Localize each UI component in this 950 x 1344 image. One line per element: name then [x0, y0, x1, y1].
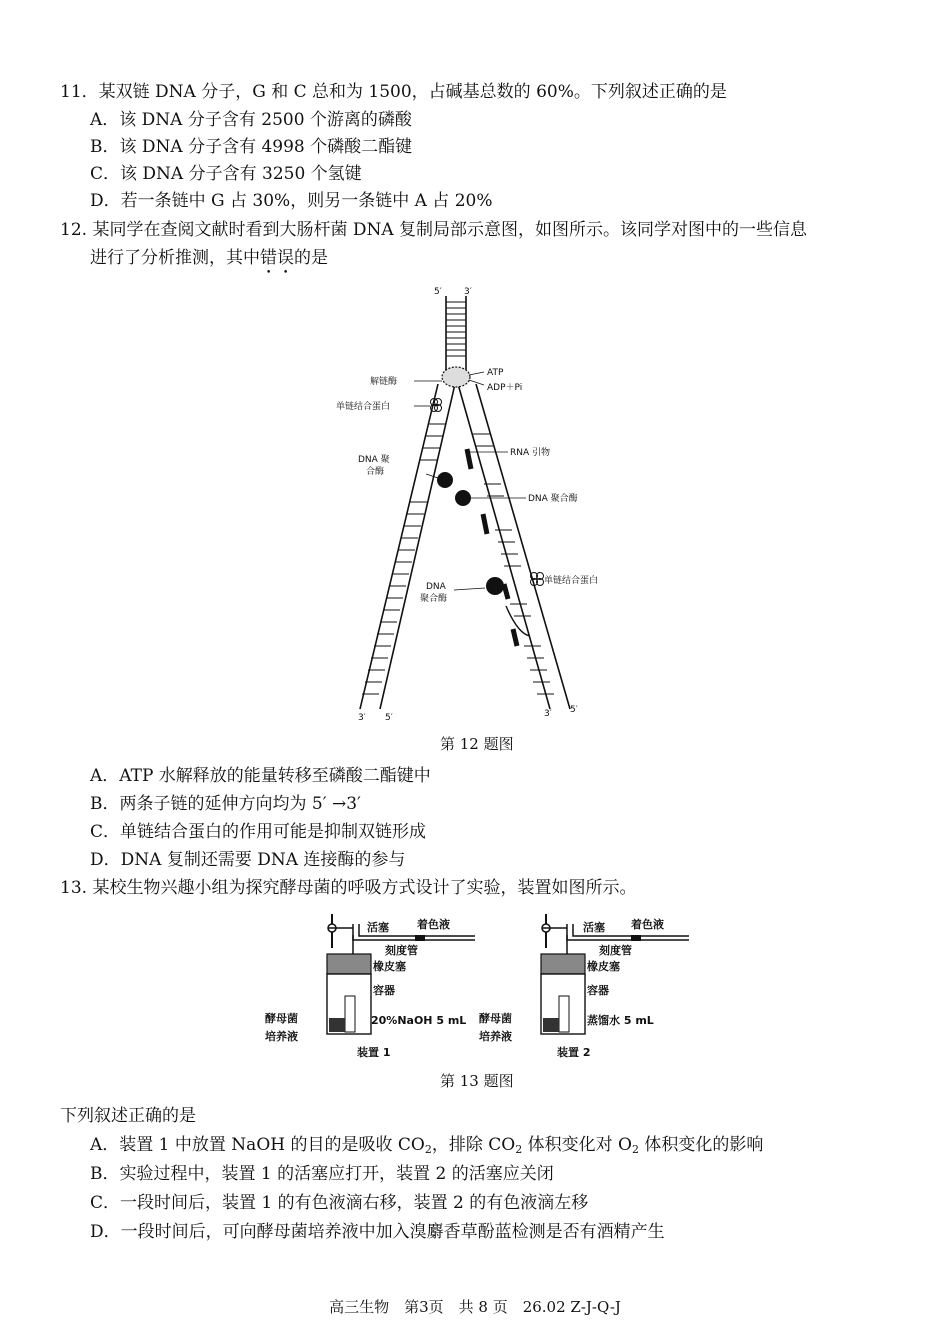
q12-figure-caption: 第 12 题图 [440, 735, 514, 753]
label-bottom-right-5prime: 5′ [570, 705, 578, 715]
d2-yeast-label-2: 培养液 [479, 1030, 512, 1043]
q13-option-b: B．实验过程中，装置 1 的活塞应打开，装置 2 的活塞应关闭 [90, 1164, 554, 1184]
device-1 [265, 914, 475, 1059]
label-dna-pol-right: DNA 聚合酶 [528, 494, 578, 504]
dna-replication-figure [330, 284, 630, 724]
q12-option-c: C．单链结合蛋白的作用可能是抑制双链形成 [90, 822, 427, 842]
q11-option-d: D．若一条链中 G 占 30%，则另一条链中 A 占 20% [90, 191, 493, 211]
q12-stem-post: 的是 [294, 248, 328, 268]
label-ssb-bottom: 单链结合蛋白 [544, 576, 599, 586]
d2-scale-tube-label: 刻度管 [599, 944, 632, 957]
label-bottom-left-5prime: 5′ [385, 713, 393, 723]
d2-colored-liquid-label: 着色液 [631, 918, 664, 931]
label-helicase: 解链酶 [370, 377, 398, 387]
q13-option-c: C．一段时间后，装置 1 的有色液滴右移，装置 2 的有色液滴左移 [90, 1193, 589, 1213]
d2-yeast-label-1: 酵母菌 [479, 1012, 512, 1025]
q12-stem-emphasis: 错误 [260, 248, 294, 268]
q12-stem-line2 [90, 246, 328, 278]
q12-stem-pre: 进行了分析推测，其中 [90, 248, 260, 268]
d1-stopcock-label: 活塞 [367, 921, 389, 934]
q11-option-a: A．该 DNA 分子含有 2500 个游离的磷酸 [90, 110, 412, 130]
d2-rubber-stopper-label: 橡皮塞 [587, 960, 620, 973]
label-adp: ADP＋Pi [487, 383, 523, 393]
d1-naoh-label: 20%NaOH 5 mL [371, 1014, 467, 1027]
q13-a-part: 体积变化对 O [522, 1135, 632, 1155]
label-top-5prime: 5′ [434, 287, 442, 297]
q11-option-c: C．该 DNA 分子含有 3250 个氢键 [90, 164, 362, 184]
d1-yeast-label-1: 酵母菌 [265, 1012, 298, 1025]
d1-rubber-stopper-label: 橡皮塞 [373, 960, 406, 973]
yeast-respiration-figure [265, 910, 695, 1065]
q13-option-a [90, 1133, 763, 1162]
q13-a-part: A．装置 1 中放置 NaOH 的目的是吸收 CO [90, 1135, 425, 1155]
q12-option-d: D．DNA 复制还需要 DNA 连接酶的参与 [90, 850, 406, 870]
label-top-3prime: 3′ [464, 287, 472, 297]
label-dna-pol-bottom-1: DNA [426, 582, 446, 592]
d1-container-label: 容器 [373, 984, 395, 997]
q12-option-b: B．两条子链的延伸方向均为 5′ →3′ [90, 794, 361, 814]
d1-yeast-label-2: 培养液 [265, 1030, 298, 1043]
q13-a-sub: 2 [631, 1143, 639, 1156]
q13-a-sub: 2 [424, 1143, 432, 1156]
q12-option-a: A．ATP 水解释放的能量转移至磷酸二酯键中 [90, 766, 431, 786]
d2-water-label: 蒸馏水 5 mL [587, 1014, 654, 1027]
label-dna-pol-bottom-2: 聚合酶 [420, 594, 448, 604]
q11-stem: 11．某双链 DNA 分子，G 和 C 总和为 1500，占碱基总数的 60%。下列叙述正确的是 [60, 82, 727, 102]
q13-lead: 下列叙述正确的是 [60, 1106, 196, 1126]
d1-colored-liquid-label: 着色液 [417, 918, 450, 931]
label-bottom-right-3prime: 3′ [544, 709, 552, 719]
label-bottom-left-3prime: 3′ [358, 713, 366, 723]
label-rna-primer: RNA 引物 [510, 448, 551, 458]
q12-stem-line1: 12. 某同学在查阅文献时看到大肠杆菌 DNA 复制局部示意图，如图所示。该同学对图中的一些信息 [60, 220, 808, 240]
d1-scale-tube-label: 刻度管 [385, 944, 418, 957]
label-atp: ATP [487, 368, 504, 378]
device2-label: 装置 2 [557, 1046, 591, 1059]
d2-container-label: 容器 [587, 984, 609, 997]
device1-label: 装置 1 [357, 1046, 391, 1059]
device-2 [479, 914, 689, 1059]
q13-option-d: D．一段时间后，可向酵母菌培养液中加入溴麝香草酚蓝检测是否有酒精产生 [90, 1222, 665, 1242]
q13-a-sub: 2 [515, 1143, 523, 1156]
d2-stopcock-label: 活塞 [583, 921, 605, 934]
q13-stem: 13. 某校生物兴趣小组为探究酵母菌的呼吸方式设计了实验，装置如图所示。 [60, 878, 637, 898]
label-dna-pol-left-1: DNA 聚 [358, 455, 390, 465]
q13-a-part: 体积变化的影响 [638, 1135, 764, 1155]
q13-figure-caption: 第 13 题图 [440, 1072, 514, 1090]
label-dna-pol-left-2: 合酶 [366, 467, 385, 477]
label-ssb-top: 单链结合蛋白 [336, 402, 391, 412]
q11-option-b: B．该 DNA 分子含有 4998 个磷酸二酯键 [90, 137, 413, 157]
page-footer: 高三生物 第3页 共 8 页 26.02 Z-J-Q-J [329, 1298, 621, 1316]
q13-a-part: ，排除 CO [431, 1135, 516, 1155]
